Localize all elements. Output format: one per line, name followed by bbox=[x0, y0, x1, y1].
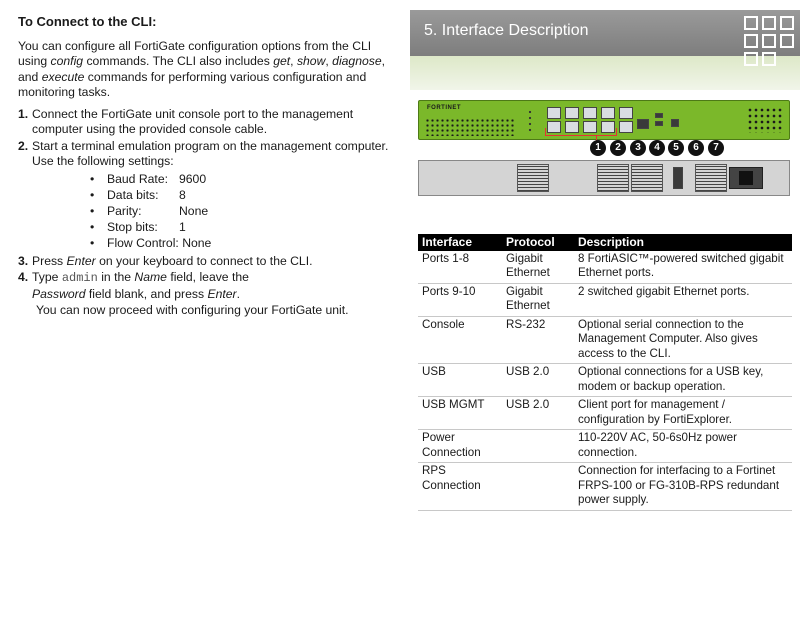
callout-5: 5 bbox=[668, 140, 684, 156]
cell-description: Client port for management / configuration by FortiExplorer. bbox=[574, 397, 792, 430]
cli-instructions bbox=[18, 14, 398, 319]
status-leds bbox=[527, 109, 535, 133]
cell-interface: Ports 9-10 bbox=[418, 283, 502, 316]
step-4: 4. Type admin in the Name field, leave the Password field blank, and press Enter. bbox=[18, 270, 249, 301]
step-2: 2. Start a terminal emulation program on the management computer. Use the following settings: • Baud Rate: 9600 • Data bits: 8 • Parity: None • Stop bits: 1 • Flow Control: None bbox=[18, 139, 398, 252]
section-title: 5. Interface Description bbox=[424, 22, 589, 39]
cell-interface: Console bbox=[418, 316, 502, 364]
fan-vent bbox=[631, 164, 663, 192]
console-port bbox=[637, 119, 649, 129]
col-protocol: Protocol bbox=[502, 234, 574, 251]
setting-row: • Flow Control: None bbox=[90, 235, 212, 250]
callout-3: 3 bbox=[630, 140, 646, 156]
cell-description: Optional serial connection to the Management Computer. Also gives access to the CLI. bbox=[574, 316, 792, 364]
table-row bbox=[418, 251, 792, 284]
ethernet-port bbox=[583, 107, 597, 119]
callout-4: 4 bbox=[649, 140, 665, 156]
setting-row: • Baud Rate: 9600 bbox=[90, 171, 207, 186]
table-row bbox=[418, 397, 792, 430]
cell-description: Connection for interfacing to a Fortinet FRPS-100 or FG-310B-RPS redundant power supply. bbox=[574, 463, 792, 511]
fan-vent bbox=[517, 164, 549, 192]
table-row bbox=[418, 364, 792, 397]
usb-port bbox=[655, 113, 663, 118]
col-interface: Interface bbox=[418, 234, 502, 251]
grid-logo-icon bbox=[744, 16, 794, 68]
power-inlet bbox=[739, 171, 753, 185]
front-vents bbox=[425, 118, 515, 136]
cell-protocol bbox=[502, 430, 574, 463]
table-row bbox=[418, 316, 792, 364]
section-header bbox=[410, 10, 800, 90]
table-header-row bbox=[418, 234, 792, 251]
ethernet-port bbox=[619, 121, 633, 133]
cell-interface: USB bbox=[418, 364, 502, 397]
header-band bbox=[410, 56, 800, 90]
cell-protocol: RS-232 bbox=[502, 316, 574, 364]
step-1: 1. Connect the FortiGate unit console port to the management computer using the provided console cable. bbox=[18, 106, 354, 136]
terminal-settings bbox=[90, 172, 398, 252]
callout-2: 2 bbox=[610, 140, 626, 156]
ethernet-port bbox=[547, 107, 561, 119]
cell-protocol: Gigabit Ethernet bbox=[502, 283, 574, 316]
usb-port bbox=[655, 121, 663, 126]
cell-description: 110-220V AC, 50-6s0Hz power connection. bbox=[574, 430, 792, 463]
callout-1: 1 bbox=[590, 140, 606, 156]
cell-interface: USB MGMT bbox=[418, 397, 502, 430]
table-row bbox=[418, 463, 792, 511]
ethernet-port bbox=[601, 107, 615, 119]
col-description: Description bbox=[574, 234, 792, 251]
cell-interface: RPS Connection bbox=[418, 463, 502, 511]
device-illustration bbox=[418, 100, 790, 200]
table-row bbox=[418, 430, 792, 463]
device-front-panel bbox=[418, 100, 790, 140]
interface-table bbox=[418, 234, 792, 511]
cell-protocol: USB 2.0 bbox=[502, 364, 574, 397]
cell-protocol bbox=[502, 463, 574, 511]
usb-mgmt-port bbox=[671, 119, 679, 127]
fan-vent bbox=[695, 164, 727, 192]
cli-heading: To Connect to the CLI: bbox=[18, 14, 157, 29]
callout-7: 7 bbox=[708, 140, 724, 156]
cell-protocol: Gigabit Ethernet bbox=[502, 251, 574, 284]
ethernet-port bbox=[619, 107, 633, 119]
device-back-panel bbox=[418, 160, 790, 196]
table-row bbox=[418, 283, 792, 316]
cli-steps bbox=[18, 107, 398, 303]
rps-connector bbox=[673, 167, 683, 189]
setting-row: • Stop bits: 1 bbox=[90, 219, 186, 234]
fan-vent bbox=[597, 164, 629, 192]
cell-description: 8 FortiASIC™-powered switched gigabit Ethernet ports. bbox=[574, 251, 792, 284]
ethernet-port bbox=[565, 107, 579, 119]
step-3: 3. Press Enter on your keyboard to connect to the CLI. bbox=[18, 253, 313, 268]
brand-logo: FORTINET bbox=[427, 105, 461, 111]
cli-intro: You can configure all FortiGate configuration options from the CLI using config commands. The CLI also includes get, show, diagnose, and execute commands for performing various configuration and monitoring tasks. bbox=[18, 38, 386, 99]
callout-6: 6 bbox=[688, 140, 704, 156]
cell-interface: Ports 1-8 bbox=[418, 251, 502, 284]
cell-description: 2 switched gigabit Ethernet ports. bbox=[574, 283, 792, 316]
setting-row: • Parity: None bbox=[90, 203, 209, 218]
setting-row: • Data bits: 8 bbox=[90, 187, 186, 202]
front-right-vents bbox=[747, 107, 783, 133]
ports-highlight bbox=[545, 128, 617, 136]
cli-closing: You can now proceed with configuring your FortiGate unit. bbox=[36, 303, 349, 317]
cell-description: Optional connections for a USB key, modem or backup operation. bbox=[574, 364, 792, 397]
cell-protocol: USB 2.0 bbox=[502, 397, 574, 430]
cell-interface: Power Connection bbox=[418, 430, 502, 463]
